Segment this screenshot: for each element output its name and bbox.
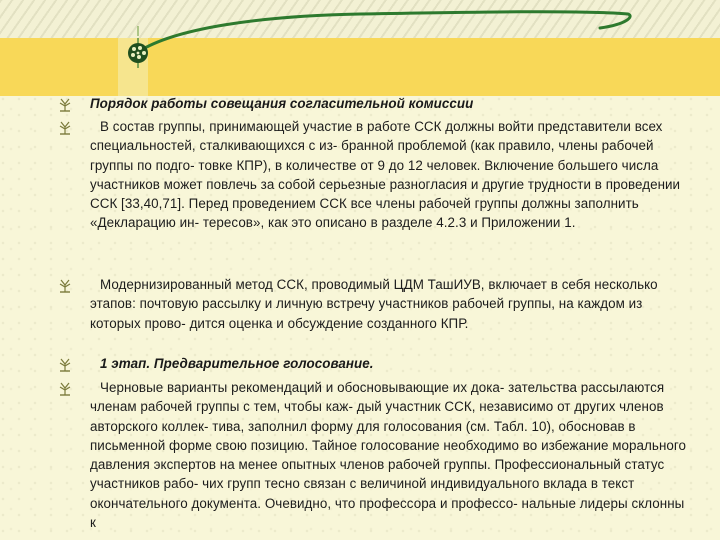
flower-bullet-icon: [58, 279, 72, 293]
paragraph-text: 1 этап. Предварительное голосование.: [100, 356, 374, 371]
paragraph-text: Порядок работы совещания согласительной комиссии: [90, 96, 474, 111]
flower-bullet-icon: [58, 98, 72, 112]
paragraph-text: В состав группы, принимающей участие в работе ССК должны войти представители всех специальностей, сталкивающихся с из- бранной проблемой (как правило, члены рабочей группы по подго- товке КПР), в количестве от 9 до 12 человек. Включение большего числа участников может повлечь за собой серьезные разногласия и другие трудности в проведении ССК [33,40,71]. Перед проведением ССК все члены рабочей группы должны заполнить «Декларацию ин- тересов», как это описано в разделе 4.2.3 и Приложении 1.: [90, 119, 681, 231]
flower-bullet-icon: [58, 358, 72, 372]
green-dotted-circle-icon: [128, 43, 148, 63]
flower-bullet-icon: [58, 121, 72, 135]
paragraph-text: Черновые варианты рекомендаций и обосновывающие их дока- зательства рассылаются членам рабочей группы с тем, чтобы каж- дый участник ССК, независимо от других членов авторского коллек- тива, заполнил форму для голосования (см. Табл. 10), обосновав в письменной форме свою позицию. Тайное голосование необходимо во избежание морального давления экспертов на менее опытных членов рабочей группы. Профессиональный статус участников рабо- чих групп тесно связан с величиной индивидуального вклада в текст окончательного документа. Очевидно, что профессора и профессо- нальные лидеры склонны к: [90, 380, 687, 531]
paragraph-text: Модернизированный метод ССК, проводимый ЦДМ ТашИУВ, включает в себя несколько этапов: почтовую рассылку и личную встречу участников рабочей группы, на каждом из которых прово- дится оценка и обсуждение созданного КПР.: [90, 277, 658, 331]
flower-bullet-icon: [58, 382, 72, 396]
